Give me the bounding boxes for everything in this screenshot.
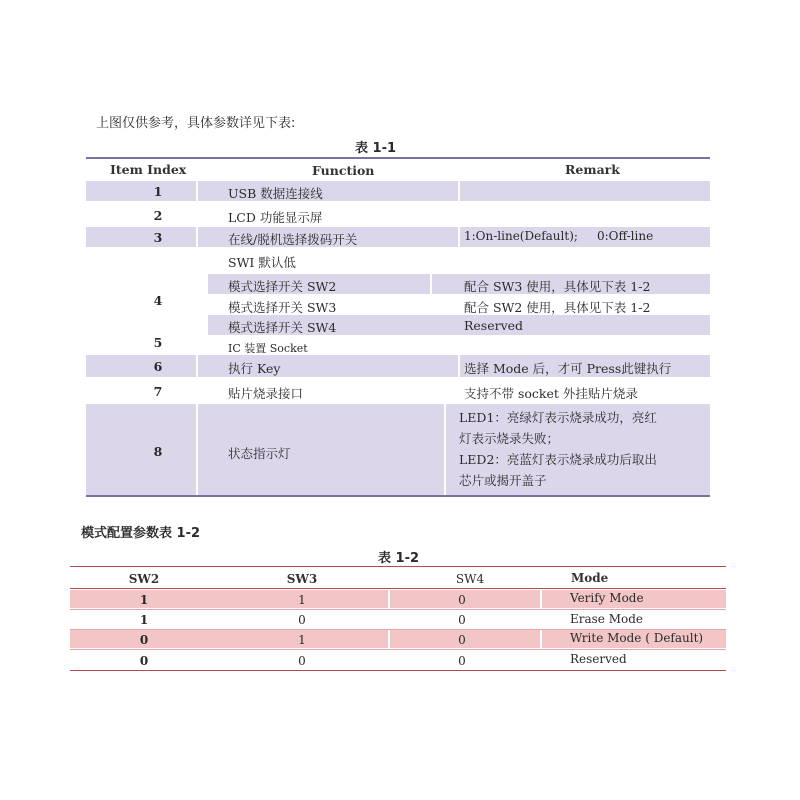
- table2-bottom-border: [70, 670, 726, 671]
- cell-separator: [458, 227, 460, 247]
- row-function: 执行 Key: [228, 361, 281, 376]
- row-function: 在线/脱机选择拨码开关: [228, 232, 358, 247]
- row-index: 5: [153, 335, 163, 350]
- row-remark-line: LED1：亮绿灯表示烧录成功，亮红: [459, 410, 657, 425]
- table2-title: 模式配置参数表 1-2: [81, 526, 201, 541]
- header-item-index: Item Index: [110, 162, 187, 177]
- row-index: 8: [153, 444, 163, 459]
- cell-sw3: 1: [298, 633, 306, 647]
- row-function: 模式选择开关 SW4: [228, 320, 337, 335]
- header-function: Function: [312, 163, 375, 178]
- cell-sw4: 0: [458, 613, 466, 627]
- row-remark: 配合 SW2 使用，具体见下表 1-2: [464, 300, 651, 315]
- table1-caption: 表 1-1: [355, 141, 397, 156]
- row-divider: [70, 649, 726, 650]
- row-remark: 1:On-line(Default); 0:Off-line: [464, 229, 654, 243]
- row-index: 6: [153, 359, 163, 374]
- cell-sw2: 1: [139, 613, 149, 627]
- row-index: 2: [153, 208, 163, 223]
- cell-mode: Erase Mode: [570, 612, 644, 626]
- cell-sw4: 0: [458, 633, 466, 647]
- cell-mode: Reserved: [570, 652, 627, 666]
- header-remark: Remark: [565, 162, 620, 177]
- cell-separator: [458, 181, 460, 201]
- cell-separator: [430, 274, 432, 294]
- row-function: 贴片烧录接口: [228, 386, 304, 401]
- table2-header-border: [70, 588, 726, 589]
- row-remark: Reserved: [464, 318, 524, 333]
- cell-separator: [540, 590, 542, 608]
- row-function: 状态指示灯: [228, 446, 291, 461]
- cell-separator: [540, 630, 542, 648]
- row-divider: [70, 609, 726, 610]
- row-index: 7: [153, 384, 163, 399]
- cell-separator: [458, 355, 460, 377]
- row-function: LCD 功能显示屏: [228, 210, 323, 225]
- header-sw3: SW3: [286, 572, 318, 586]
- cell-sw3: 0: [298, 654, 306, 668]
- row-function: 模式选择开关 SW3: [228, 300, 337, 315]
- row-function: USB 数据连接线: [228, 186, 323, 201]
- header-sw4: SW4: [455, 572, 485, 586]
- row-remark: 配合 SW3 使用，具体见下表 1-2: [464, 279, 651, 294]
- row-remark-line: LED2：亮蓝灯表示烧录成功后取出: [459, 452, 657, 467]
- header-mode: Mode: [571, 571, 609, 585]
- row-function: IC 装置 Socket: [228, 342, 308, 355]
- row-index: 3: [153, 230, 163, 245]
- row-index: 4: [153, 293, 163, 308]
- cell-mode: Write Mode ( Default): [570, 631, 704, 645]
- cell-mode: Verify Mode: [570, 591, 644, 605]
- cell-sw2: 0: [139, 633, 149, 647]
- row-remark-line: 芯片或揭开盖子: [459, 473, 547, 488]
- cell-sw4: 0: [458, 654, 466, 668]
- row-function: 模式选择开关 SW2: [228, 279, 337, 294]
- row-index: 1: [153, 184, 163, 199]
- cell-sw3: 1: [298, 593, 306, 607]
- cell-sw3: 0: [298, 613, 306, 627]
- header-sw2: SW2: [128, 572, 160, 586]
- cell-sw2: 0: [139, 654, 149, 668]
- table2-top-border: [70, 566, 726, 567]
- table1-top-border: [86, 157, 710, 159]
- row-remark-line: 灯表示烧录失败；: [459, 431, 560, 446]
- cell-separator: [444, 404, 446, 495]
- row-remark: 支持不带 socket 外挂贴片烧录: [464, 386, 638, 401]
- intro-text: 上图仅供参考，具体参数详见下表:: [96, 116, 296, 131]
- cell-sw2: 1: [139, 593, 149, 607]
- table1-bottom-border: [86, 495, 710, 497]
- cell-separator: [388, 590, 390, 608]
- cell-separator: [388, 630, 390, 648]
- cell-sw4: 0: [458, 593, 466, 607]
- row-remark: 选择 Mode 后，才可 Press此键执行: [464, 361, 672, 376]
- table2-caption: 表 1-2: [378, 551, 420, 566]
- row-function: SWI 默认低: [228, 255, 296, 270]
